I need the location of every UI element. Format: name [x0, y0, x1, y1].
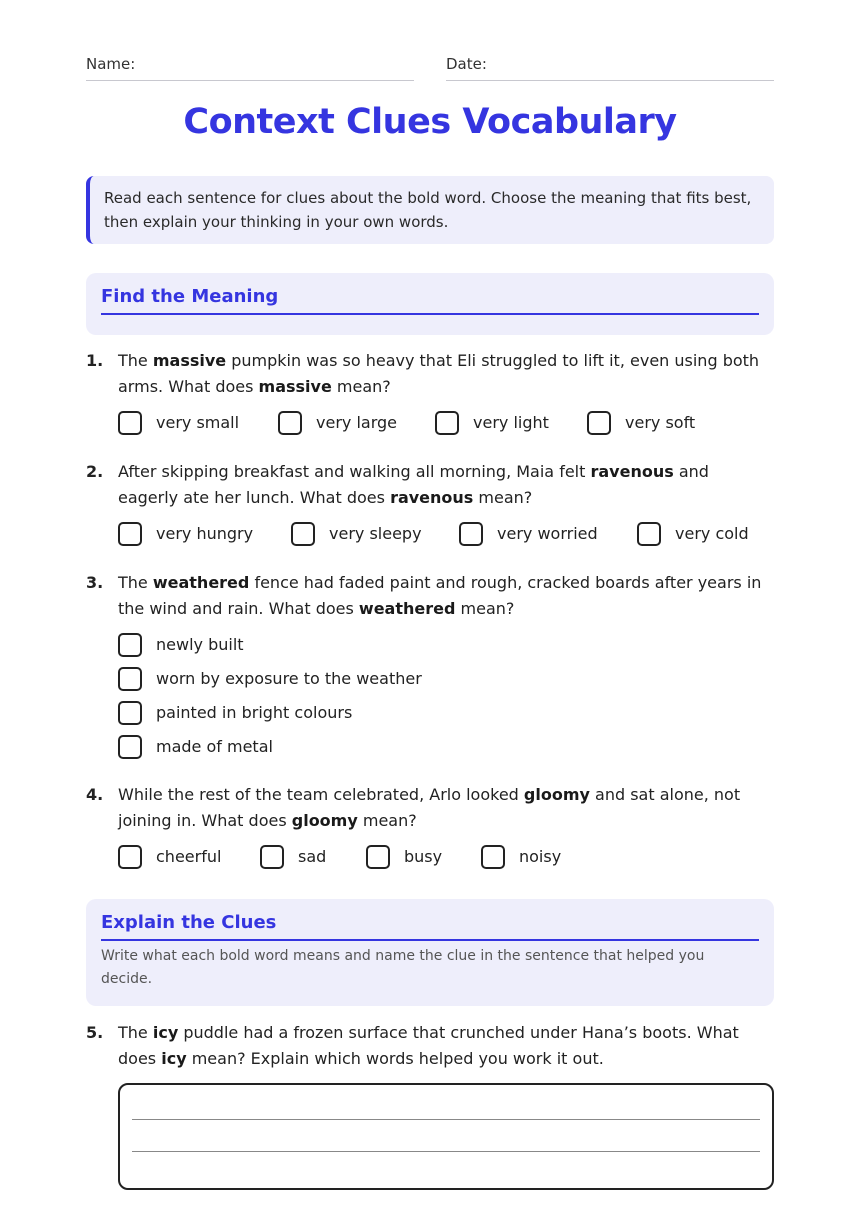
question-text-part: mean? [357, 811, 417, 830]
instructions-text: Read each sentence for clues about the bold word. Choose the meaning that fits best, then explain your thinking in your own words. [104, 189, 752, 231]
answer-line [132, 1151, 760, 1152]
instructions-box [86, 176, 774, 244]
question-text-part: mean? Explain which words helped you work it out. [186, 1049, 604, 1068]
answer-line [132, 1119, 760, 1120]
section-find-meaning [86, 273, 774, 335]
bold-word: massive [152, 351, 227, 370]
question-text-part: puddle had a frozen surface that crunched under Hana’s boots. What does [118, 1023, 739, 1068]
question-text-part: The [118, 351, 153, 370]
checkbox[interactable] [459, 522, 483, 546]
date-field[interactable] [446, 54, 774, 81]
option-label: very cold [675, 524, 749, 543]
section-explain-clues [86, 899, 774, 1006]
question-number: 3. [86, 573, 104, 592]
option-label: sad [298, 847, 327, 866]
bold-word: weathered [358, 599, 456, 618]
option-label: cheerful [156, 847, 222, 866]
question-text [118, 1020, 774, 1072]
bold-word: gloomy [523, 785, 590, 804]
bold-word: gloomy [291, 811, 358, 830]
question-text-part: and eagerly ate her lunch. What does [118, 462, 709, 507]
option-label: painted in bright colours [156, 703, 353, 722]
section-title-explain-clues: Explain the Clues [101, 912, 759, 941]
question-number: 5. [86, 1023, 104, 1042]
checkbox[interactable] [481, 845, 505, 869]
option-label: very large [316, 413, 397, 432]
checkbox[interactable] [637, 522, 661, 546]
question-text-part: While the rest of the team celebrated, Arlo looked [118, 785, 524, 804]
checkbox[interactable] [118, 845, 142, 869]
section-title-find-meaning: Find the Meaning [101, 286, 759, 315]
question-number: 4. [86, 785, 104, 804]
checkbox[interactable] [118, 633, 142, 657]
question-text-part: fence had faded paint and rough, cracked boards after years in the wind and rain. What does [118, 573, 762, 618]
question-text [118, 459, 774, 511]
checkbox[interactable] [118, 667, 142, 691]
answer-box[interactable] [118, 1083, 774, 1190]
question-number: 1. [86, 351, 104, 370]
question-text [118, 782, 774, 834]
question-text [118, 348, 774, 400]
option-label: very small [156, 413, 240, 432]
checkbox[interactable] [435, 411, 459, 435]
page-title: Context Clues Vocabulary [183, 102, 677, 142]
checkbox[interactable] [118, 701, 142, 725]
question-text-part: The [118, 573, 153, 592]
checkbox[interactable] [118, 411, 142, 435]
question-text-part: After skipping breakfast and walking all morning, Maia felt [118, 462, 591, 481]
checkbox[interactable] [278, 411, 302, 435]
bold-word: icy [152, 1023, 179, 1042]
question-text-part: mean? [473, 488, 533, 507]
option-label: newly built [156, 635, 244, 654]
option-label: very light [473, 413, 549, 432]
header-fields [86, 54, 774, 80]
question-text-part: pumpkin was so heavy that Eli struggled to lift it, even using both arms. What does [118, 351, 760, 396]
checkbox[interactable] [587, 411, 611, 435]
bold-word: icy [161, 1049, 187, 1068]
option-label: noisy [519, 847, 562, 866]
bold-word: weathered [152, 573, 250, 592]
checkbox[interactable] [118, 735, 142, 759]
option-label: very soft [625, 413, 696, 432]
checkbox[interactable] [118, 522, 142, 546]
option-label: busy [404, 847, 443, 866]
option-label: worn by exposure to the weather [156, 669, 422, 688]
name-label: Name: [86, 55, 136, 73]
checkbox[interactable] [260, 845, 284, 869]
bold-word: ravenous [390, 488, 474, 507]
question-number: 2. [86, 462, 104, 481]
bold-word: massive [258, 377, 332, 396]
question-text-part: mean? [331, 377, 391, 396]
question-text [118, 570, 774, 622]
option-label: made of metal [156, 737, 273, 756]
name-field[interactable] [86, 54, 414, 81]
question-text-part: mean? [455, 599, 515, 618]
option-label: very worried [497, 524, 598, 543]
section-description: Write what each bold word means and name the clue in the sentence that helped you decide. [101, 948, 705, 987]
checkbox[interactable] [366, 845, 390, 869]
option-label: very hungry [156, 524, 254, 543]
question-text-part: The [118, 1023, 153, 1042]
option-label: very sleepy [329, 524, 422, 543]
date-label: Date: [446, 55, 487, 73]
bold-word: ravenous [590, 462, 674, 481]
question-text-part: and sat alone, not joining in. What does [118, 785, 741, 830]
checkbox[interactable] [291, 522, 315, 546]
